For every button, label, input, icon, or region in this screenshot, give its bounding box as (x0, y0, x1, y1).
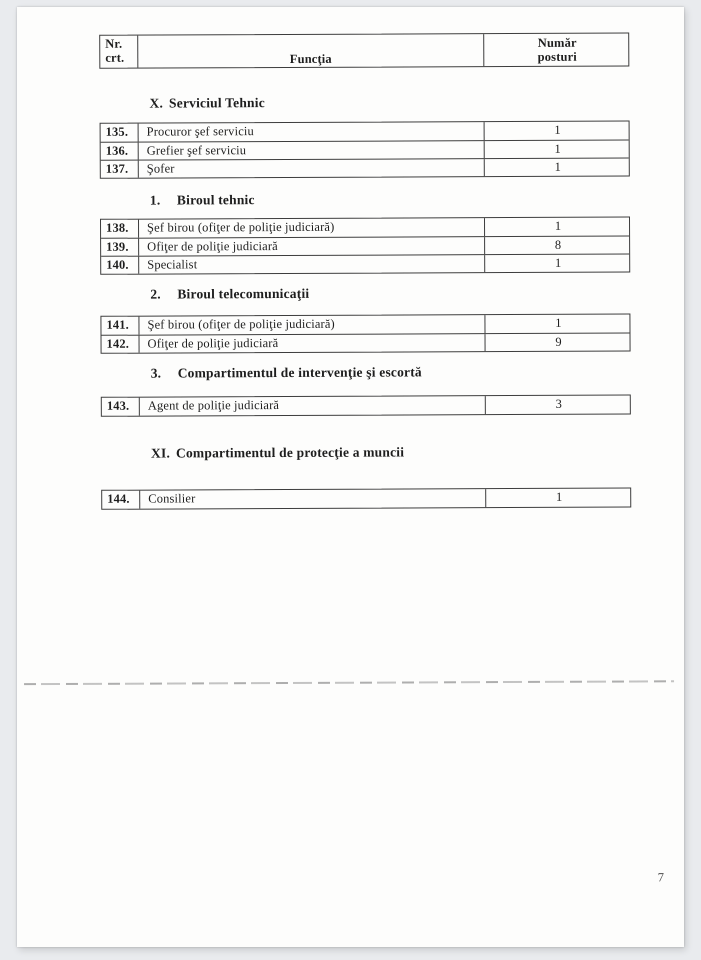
cell-nr: 140. (101, 257, 139, 274)
positions-table-2 (100, 313, 630, 353)
cell-functie: Şofer (139, 159, 485, 178)
table-row (102, 395, 630, 415)
section-title: Compartimentul de intervenţie şi escortă (177, 364, 422, 381)
cell-functie: Ofiţer de poliţie judiciară (140, 334, 486, 353)
cell-posturi: 1 (554, 159, 562, 174)
cell-functie: Procuror şef serviciu (139, 122, 485, 142)
table-row (101, 121, 629, 141)
cell-posturi: 3 (555, 396, 563, 411)
cell-nr: 139. (101, 239, 139, 256)
cell-functie: Agent de poliţie judiciară (140, 396, 486, 416)
table-header (99, 32, 629, 68)
scan-crease-line (24, 680, 674, 684)
cell-functie: Consilier (140, 489, 486, 509)
cell-nr: 135. (101, 124, 139, 142)
cell-posturi: 1 (554, 255, 562, 270)
section-heading-2 (150, 286, 309, 303)
cell-functie: Grefier şef serviciu (139, 141, 485, 160)
cell-nr: 142. (102, 336, 140, 353)
section-title: Compartimentul de protecţie a muncii (175, 444, 405, 461)
table-row (101, 253, 629, 273)
header-nr-line1: Nr. (105, 36, 123, 51)
cell-posturi: 9 (555, 334, 562, 349)
cell-posturi: 1 (555, 315, 562, 330)
section-number: XI. (150, 445, 171, 461)
cell-nr: 136. (101, 143, 139, 160)
header-cell-functia (138, 34, 484, 68)
header-posturi-line1: Număr (537, 35, 577, 50)
cell-posturi: 1 (554, 141, 561, 156)
cell-functie: Ofiţer de poliţie judiciară (139, 237, 485, 256)
cell-functie: Şef birou (ofiţer de poliţie judiciară) (139, 218, 485, 238)
cell-posturi: 1 (554, 218, 562, 233)
page-number: 7 (657, 870, 665, 885)
cell-nr: 144. (102, 491, 140, 509)
section-title: Biroul tehnic (176, 192, 255, 208)
cell-posturi: 1 (554, 122, 561, 137)
positions-table-x (100, 120, 630, 178)
positions-table-1 (100, 216, 630, 274)
section-number: 2. (150, 286, 161, 302)
table-row (101, 314, 629, 334)
cell-functie: Şef birou (ofiţer de poliţie judiciară) (139, 315, 485, 335)
positions-table-3 (101, 394, 631, 416)
header-row (100, 33, 628, 67)
header-cell-nr (100, 36, 138, 68)
table-row (101, 157, 629, 177)
table-row (101, 217, 629, 237)
section-title: Serviciul Tehnic (168, 95, 265, 111)
positions-table-xi (101, 487, 631, 509)
header-functia-label: Funcţia (289, 51, 332, 66)
cell-nr: 141. (101, 317, 139, 335)
section-number: 1. (149, 192, 161, 208)
section-number: 3. (150, 365, 162, 381)
header-nr-line2: crt. (105, 50, 125, 65)
section-heading-1 (150, 192, 255, 208)
table-row (101, 139, 629, 159)
cell-functie: Specialist (139, 255, 485, 274)
document-page (17, 7, 684, 947)
header-cell-posturi (484, 33, 630, 66)
table-row (102, 332, 630, 352)
section-heading-xi (151, 444, 404, 461)
section-title: Biroul telecomunicaţii (177, 285, 310, 302)
table-row (102, 488, 630, 508)
cell-nr: 143. (102, 398, 140, 416)
table-row (101, 235, 629, 255)
cell-posturi: 8 (554, 237, 562, 252)
section-heading-x (149, 95, 264, 112)
section-heading-3 (151, 364, 422, 381)
cell-posturi: 1 (555, 489, 563, 504)
cell-nr: 137. (101, 161, 139, 178)
cell-nr: 138. (101, 220, 139, 238)
page-content (13, 4, 684, 947)
section-number: X. (149, 95, 164, 111)
header-posturi-line2: posturi (537, 49, 577, 64)
